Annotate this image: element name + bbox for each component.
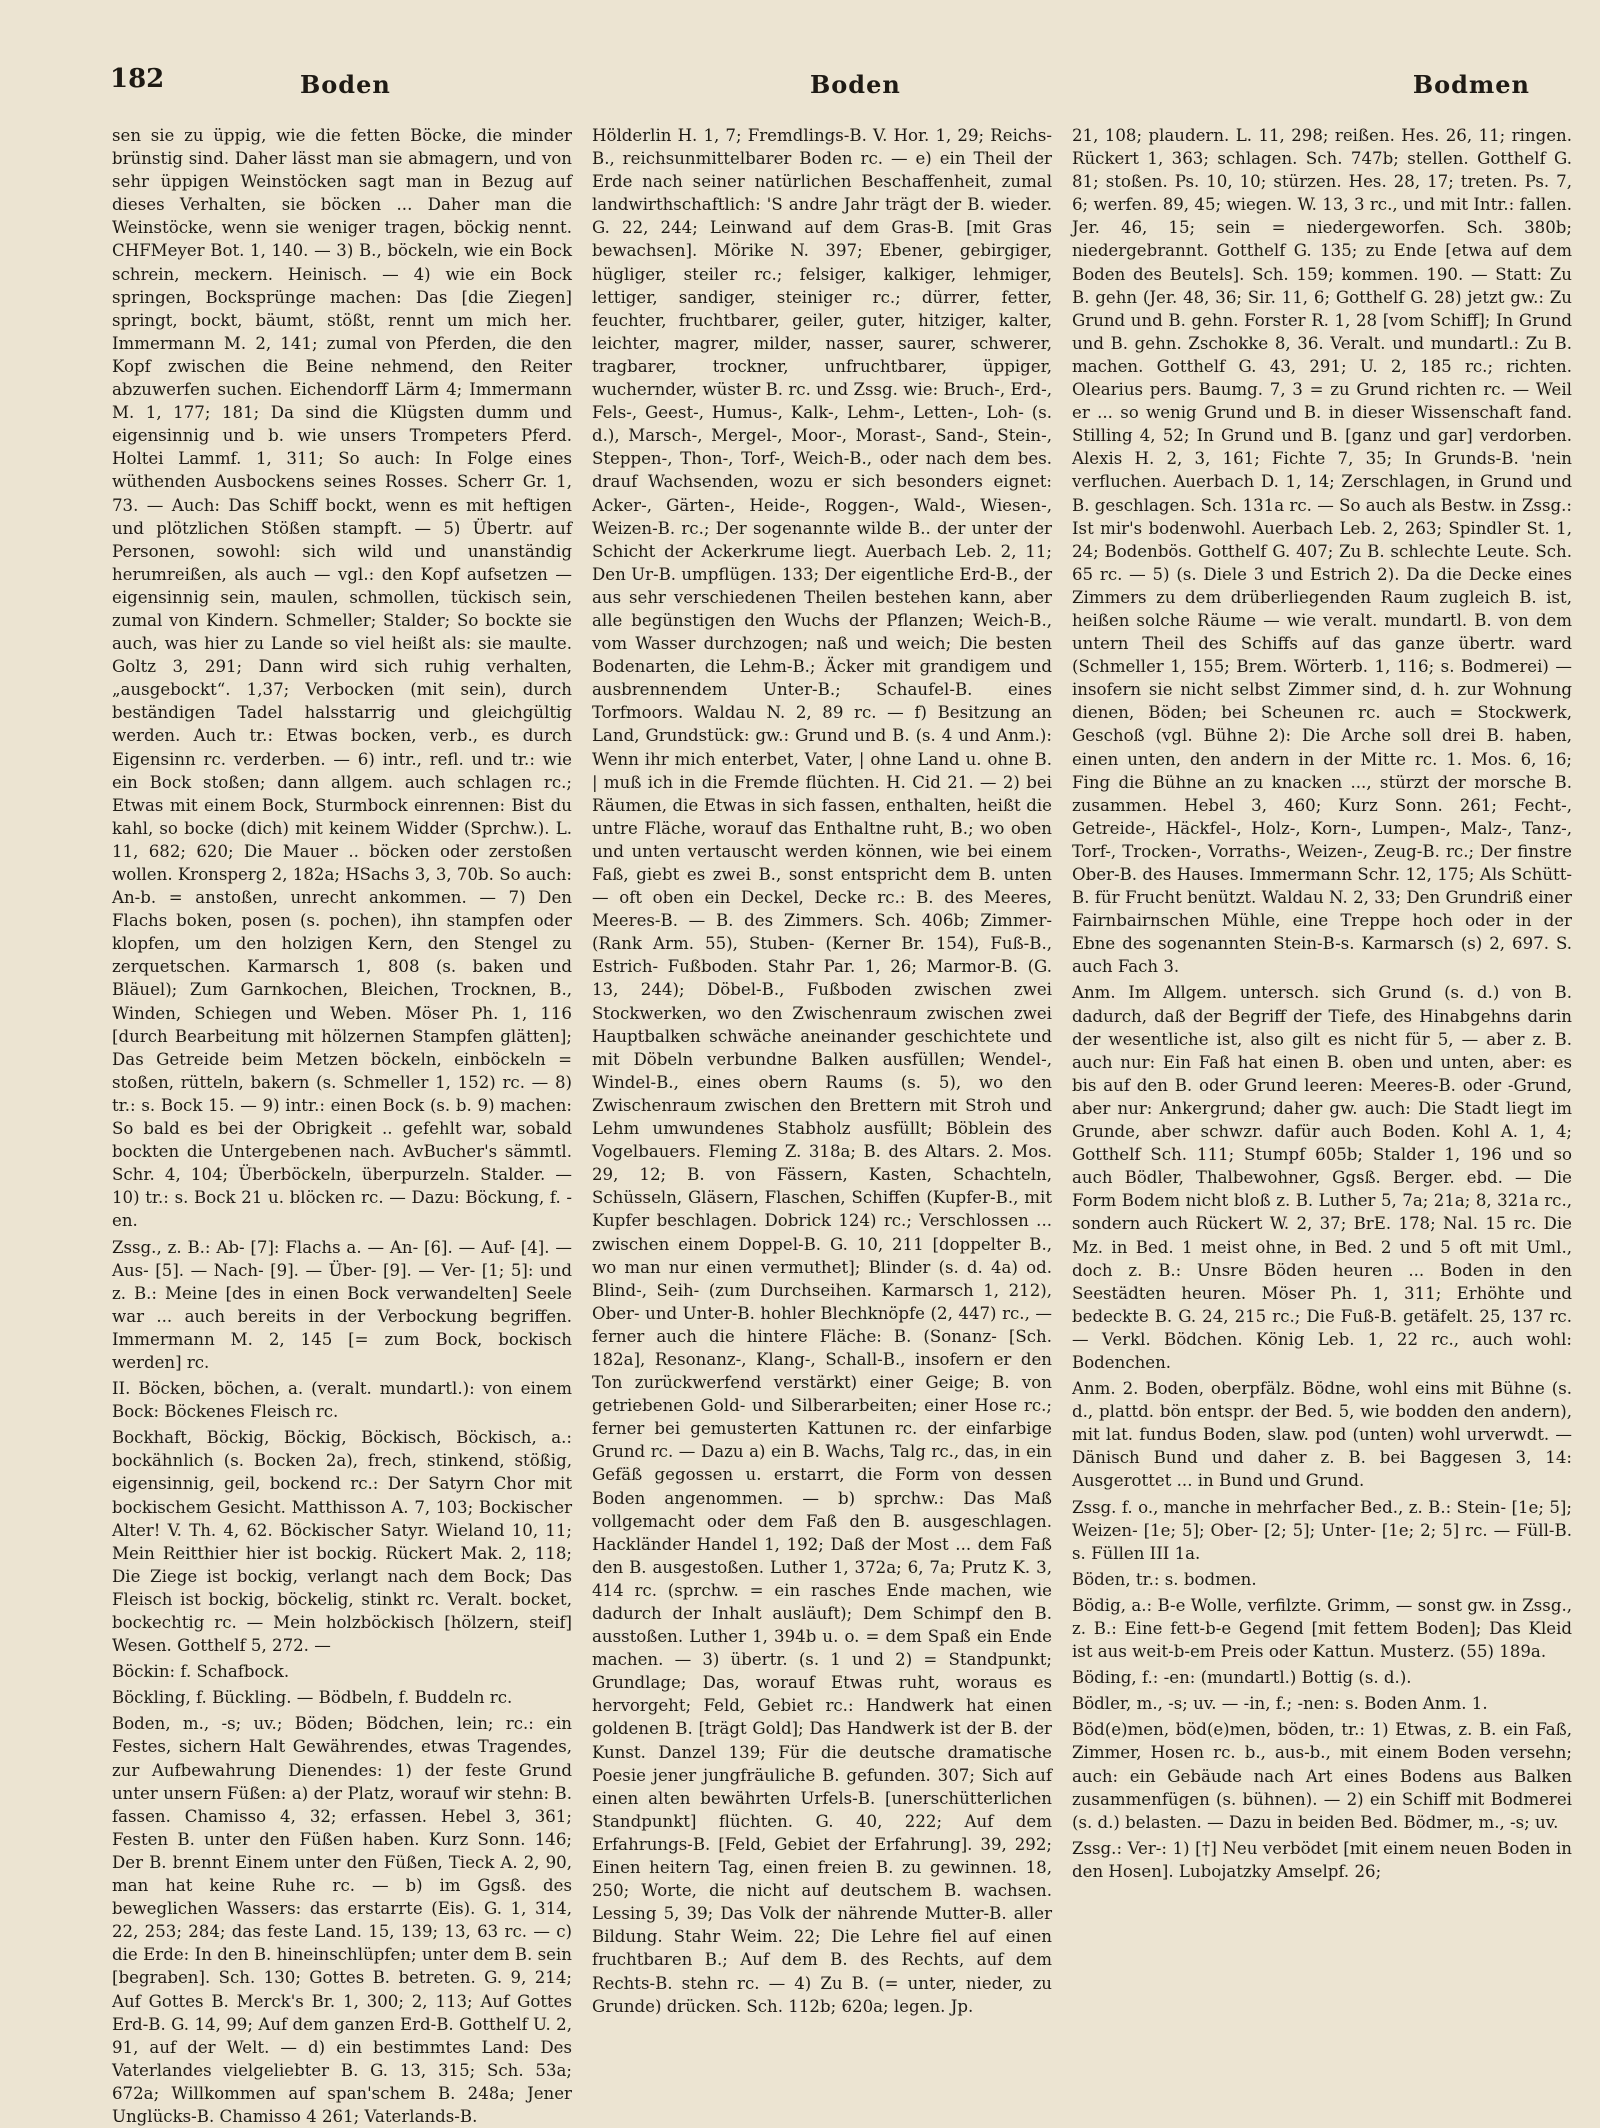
entry-paragraph: Hölderlin H. 1, 7; Fremdlings-B. V. Hor. 1, 29; Reichs-B., reichsunmittelbarer Boden rc. — e) ein Theil der Erde nach seiner natürlichen Beschaffenheit, zumal landwirthschaftlich: 'S andre Jahr trägt der B. wieder. G. 22, 244; Leinwand auf dem Gras-B. [mit Gras bewachsen]. Mörike N. 397; Ebener, gebirgiger, hügliger, steiler rc.; felsiger, kalkiger, lehmiger, lettiger, sandiger, steiniger rc.; dürrer, fetter, feuchter, fruchtbarer, geiler, guter, hitziger, kalter, leichter, magrer, milder, nasser, saurer, schwerer, tragbarer, trockner, unfruchtbarer, üppiger, wuchernder, wüster B. rc. und Zssg. wie: Bruch-, Erd-, Fels-, Geest-, Humus-, Kalk-, Lehm-, Letten-, Loh- (s. d.), Marsch-, Mergel-, Moor-, Morast-, Sand-, Stein-, Steppen-, Thon-, Torf-, Weich-B., oder nach dem bes. drauf Wachsenden, wozu er sich besonders eignet: Acker-, Gärten-, Heide-, Roggen-, Wald-, Wiesen-, Weizen-B. rc.; Der sogenannte wilde B.. der unter der Schicht der Ackerkrume liegt. Auerbach Leb. 2, 11; Den Ur-B. umpflügen. 133; Der eigentliche Erd-B., der aus sehr verschiedenen Theilen bestehen kann, aber alle begünstigen den Wuchs der Pflanzen; Weich-B., vom Wasser durchzogen; naß und weich; Die besten Bodenarten, die Lehm-B.; Äcker mit grandigem und ausbrennendem Unter-B.; Schaufel-B. eines Torfmoors. Waldau N. 2, 89 rc. — f) Besitzung an Land, Grundstück: gw.: Grund und B. (s. 4 und Anm.): Wenn ihr mich enterbet, Vater, | ohne Land u. ohne B. | muß ich in die Fremde flüchten. H. Cid 21. — 2) bei Räumen, die Etwas in sich fassen, enthalten, heißt die untre Fläche, worauf das Enthaltne ruht, B.; wo oben und unten vertauscht werden können, wie bei einem Faß, giebt es zwei B., sonst entspricht dem B. unten — oft oben ein Deckel, Decke rc.: B. des Meeres, Meeres-B. — B. des Zimmers. Sch. 406b; Zimmer- (Rank Arm. 55), Stuben- (Kerner Br. 154), Fuß-B., Estrich- Fußboden. Stahr Par. 1, 26; Marmor-B. (G. 13, 244); Döbel-B., Fußboden zwischen zwei Stockwerken, wo den Zwischenraum zwischen zwei Hauptbalken schwäche aneinander geschichtete und mit Döbeln verbundne Balken ausfüllen; Wendel-, Windel-B., eines obern Raums (s. 5), wo den Zwischenraum zwischen den Brettern mit Stroh und Lehm umwundenes Stabholz ausfüllt; Böblein des Vogelbauers. Fleming Z. 318a; B. des Altars. 2. Mos. 29, 12; B. von Fässern, Kasten, Schachteln, Schüsseln, Gläsern, Flaschen, Schiffen (Kupfer-B., mit Kupfer beschlagen. Dobrick 124) rc.; Verschlossen ... zwischen einem Doppel-B. G. 10, 211 [doppelter B., wo man nur einen vermuthet]; Blinder (s. d. 4a) od. Blind-, Seih- (zum Durchseihen. Karmarsch 1, 212), Ober- und Unter-B. hohler Blechknöpfe (2, 447) rc., — ferner auch die hintere Fläche: B. (Sonanz- [Sch. 182a], Resonanz-, Klang-, Schall-B., insofern er den Ton zurückwerfend verstärkt) einer Geige; B. von getriebenen Gold- und Silberarbeiten; einer Hose rc.; ferner bei gemusterten Kattunen rc. der einfarbige Grund rc. — Dazu a) ein B. Wachs, Talg rc., das, in ein Gefäß gegossen u. erstarrt, die Form von dessen Boden angenommen. — b) sprchw.: Das Maß vollgemacht oder dem Faß den B. ausgeschlagen. Hackländer Handel 1, 192; Daß der Most ... dem Faß den B. ausgestoßen. Luther 1, 372a; 6, 7a; Prutz K. 3, 414 rc. (sprchw. = ein rasches Ende machen, wie dadurch der Inhalt ausläuft); Dem Schimpf den B. ausstoßen. Luther 1, 394b u. o. = dem Spaß ein Ende machen. — 3) übertr. (s. 1 und 2) = Standpunkt; Grundlage; Das, worauf Etwas ruht, woraus es hervorgeht; Feld, Gebiet rc.: Handwerk hat einen goldenen B. [trägt Gold]; Das Handwerk ist der B. der Kunst. Danzel 139; Für die deutsche dramatische Poesie jener jungfräuliche B. gefunden. 307; Sich auf einen alten bewährten Urfels-B. [unerschütterlichen Standpunkt] flüchten. G. 40, 222; Auf dem Erfahrungs-B. [Feld, Gebiet der Erfahrung]. 39, 292; Einen heitern Tag, einen freien B. zu gewinnen. 18, 250; Worte, die nicht auf deutschem B. wachsen. Lessing 5, 39; Das Volk der nährende Mutter-B. aller Bildung. Stahr Weim. 22; Die Lehre fiel auf einen fruchtbaren B.; Auf dem B. des Rechts, auf dem Rechts-B. stehn rc. — 4) Zu B. (= unter, nieder, zu Grunde) drücken. Sch. 112b; 620a; legen. Jp. <box>592 126 1052 2016</box>
entry-paragraph: Anm. Im Allgem. untersch. sich Grund (s. d.) von B. dadurch, daß der Begriff der Tiefe, des Hinabgehns darin der wesentliche ist, also gilt es nicht für 5, — aber z. B. auch nur: Ein Faß hat einen B. oben und unten, aber: es bis auf den B. oder Grund leeren: Meeres-B. oder -Grund, aber nur: Ankergrund; daher gw. auch: Die Stadt liegt im Grunde, aber schwzr. dafür auch Boden. Kohl A. 1, 4; Gotthelf Sch. 111; Stumpf 605b; Stalder 1, 196 und so auch Bödler, Thalbewohner, Ggsß. Berger. ebd. — Die Form Bodem nicht bloß z. B. Luther 5, 7a; 21a; 8, 321a rc., sondern auch Rückert W. 2, 37; BrE. 178; Nal. 15 rc. Die Mz. in Bed. 1 meist ohne, in Bed. 2 und 5 oft mit Uml., doch z. B.: Unsre Böden heuren ... Boden in den Seestädten heuren. Möser Ph. 1, 311; Erhöhte und bedeckte B. G. 24, 215 rc.; Die Fuß-B. getäfelt. 25, 137 rc. — Verkl. Bödchen. König Leb. 1, 22 rc., auch wohl: Bodenchen. <box>1072 983 1572 1372</box>
entry-paragraph: Böckin: f. Schafbock. <box>112 1662 290 1682</box>
entry-paragraph: Anm. 2. Boden, oberpfälz. Bödne, wohl eins mit Bühne (s. d., plattd. bön entspr. der Bed. 5, wie bodden den andern), mit lat. fundus Boden, slaw. pod (unten) wohl urverwdt. — Dänisch Bund und daher z. B. bei Baggesen 3, 14: Ausgerottet ... in Bund und Grund. <box>1072 1379 1572 1491</box>
entry-paragraph: Böding, f.: -en: (mundartl.) Bottig (s. d.). <box>1072 1668 1412 1688</box>
entry-paragraph: sen sie zu üppig, wie die fetten Böcke, die minder brünstig sind. Daher lässt man sie abmagern, und von sehr üppigen Weinstöcken sagt man in Bezug auf dieses Verhalten, sie böcken ... Daher man die Weinstöcke, wenn sie weniger tragen, böckig nennt. CHFMeyer Bot. 1, 140. — 3) B., böckeln, wie ein Bock schrein, meckern. Heinisch. — 4) wie ein Bock springen, Bocksprünge machen: Das [die Ziegen] springt, bockt, bäumt, stößt, rennt um mich her. Immermann M. 2, 141; zumal von Pferden, die den Kopf zwischen die Beine nehmend, den Reiter abzuwerfen suchen. Eichendorff Lärm 4; Immermann M. 1, 177; 181; Da sind die Klügsten dumm und eigensinnig und b. wie unsers Trompeters Pferd. Holtei Lammf. 1, 311; So auch: In Folge eines wüthenden Ausbockens seines Rosses. Scherr Gr. 1, 73. — Auch: Das Schiff bockt, wenn es mit heftigen und plötzlichen Stößen stampft. — 5) Übertr. auf Personen, sowohl: sich wild und unanständig herumreißen, als auch — vgl.: den Kopf aufsetzen — eigensinnig sein, maulen, schmollen, tückisch sein, zumal von Kindern. Schmeller; Stalder; So bockte sie auch, was hier zu Lande so viel heißt als: sie maulte. Goltz 3, 291; Dann wird sich ruhig verhalten, „ausgebockt“. 1,37; Verbocken (mit sein), durch beständigen Tadel halsstarrig und gleichgültig werden. Auch tr.: Etwas bocken, verb., es durch Eigensinn rc. verderben. — 6) intr., refl. und tr.: wie ein Bock stoßen; dann allgem. auch schlagen rc.; Etwas mit einem Bock, Sturmbock einrennen: Bist du kahl, so bocke (dich) mit keinem Widder (Sprchw.). L. 11, 682; 620; Die Mauer .. böcken oder zerstoßen wollen. Kronsperg 2, 182a; HSachs 3, 3, 70b. So auch: An-b. = anstoßen, unrecht ankommen. — 7) Den Flachs boken, posen (s. pochen), ihn stampfen oder klopfen, um den holzigen Kern, den Stengel zu zerquetschen. Karmarsch 1, 808 (s. baken und Bläuel); Zum Garnkochen, Bleichen, Trocknen, B., Winden, Schiegen und Weben. Möser Ph. 1, 116 [durch Bearbeitung mit hölzernen Stampfen glätten]; Das Getreide beim Metzen böckeln, einböckeln = stoßen, rütteln, bakern (s. Schmeller 1, 152) rc. — 8) tr.: s. Bock 15. — 9) intr.: einen Bock (s. b. 9) machen: So bald es bei der Obrigkeit .. gefehlt war, sobald bockten die Untergebenen nach. AvBucher's sämmtl. Schr. 4, 104; Überböckeln, überpurzeln. Stalder. — 10) tr.: s. Bock 21 u. blöcken rc. — Dazu: Böckung, f. -en. <box>112 126 572 1231</box>
entry-paragraph: Zssg., z. B.: Ab- [7]: Flachs a. — An- [6]. — Auf- [4]. — Aus- [5]. — Nach- [9]. — Über- [9]. — Ver- [1; 5]: und z. B.: Meine [des in einen Bock verwandelten] Seele war ... auch bereits in der Verbockung begriffen. Immermann M. 2, 145 [= zum Bock, bockisch werden] rc. <box>112 1237 572 1372</box>
entry-paragraph: Zssg.: Ver-: 1) [†] Neu verbödet [mit einem neuen Boden in den Hosen]. Lubojatzky Amselpf. 26; <box>1072 1838 1572 1881</box>
entry-paragraph: Boden, m., -s; uv.; Böden; Bödchen, lein; rc.: ein Festes, sichern Halt Gewährendes, etwas Tragendes, zur Aufbewahrung Dienendes: 1) der feste Grund unter unsern Füßen: a) der Platz, worauf wir stehn: B. fassen. Chamisso 4, 32; erfassen. Hebel 3, 361; Festen B. unter den Füßen haben. Kurz Sonn. 146; Der B. brennt Einem unter den Füßen, Tieck A. 2, 90, man hat keine Ruhe rc. — b) im Ggsß. des beweglichen Wassers: das erstarrte (Eis). G. 1, 314, 22, 253; 284; das feste Land. 15, 139; 13, 63 rc. — c) die Erde: In den B. hineinschlüpfen; unter dem B. sein [begraben]. Sch. 130; Gottes B. betreten. G. 9, 214; Auf Gottes B. Merck's Br. 1, 300; 2, 113; Auf Gottes Erd-B. G. 14, 99; Auf dem ganzen Erd-B. Gotthelf U. 2, 91, auf der Welt. — d) ein bestimmtes Land: Des Vaterlandes vielgeliebter B. G. 13, 315; Sch. 53a; 672a; Willkommen auf span'schem B. 248a; Jener Unglücks-B. Chamisso 4 261; Vaterlands-B. <box>112 1714 572 2126</box>
column-right <box>1072 124 1572 2004</box>
entry-paragraph: Böckling, f. Bückling. — Bödbeln, f. Buddeln rc. <box>112 1688 513 1708</box>
left-headword: Boden <box>300 70 391 99</box>
page-header <box>110 64 1570 104</box>
entry-paragraph: Böden, tr.: s. bodmen. <box>1072 1569 1257 1589</box>
entry-paragraph: 21, 108; plaudern. L. 11, 298; reißen. Hes. 26, 11; ringen. Rückert 1, 363; schlagen. Sch. 747b; stellen. Gotthelf G. 81; stoßen. Ps. 10, 10; stürzen. Hes. 28, 17; treten. Ps. 7, 6; werfen. 89, 45; wiegen. W. 13, 3 rc., und mit Intr.: fallen. Jer. 46, 15; sein = niedergeworfen. Sch. 380b; niedergebrannt. Gotthelf G. 135; zu Ende [etwa auf dem Boden des Beutels]. Sch. 159; kommen. 190. — Statt: Zu B. gehn (Jer. 48, 36; Sir. 11, 6; Gotthelf G. 28) jetzt gw.: Zu Grund und B. gehn. Forster R. 1, 28 [vom Schiff]; In Grund und B. gehn. Zschokke 8, 36. Veralt. und mundartl.: Zu B. machen. Gotthelf G. 43, 291; U. 2, 185 rc.; richten. Olearius pers. Baumg. 7, 3 = zu Grund richten rc. — Weil er ... so wenig Grund und B. in dieser Wissenschaft fand. Stilling 4, 52; In Grund und B. [ganz und gar] verdorben. Alexis H. 2, 3, 161; Fichte 7, 35; In Grunds-B. 'nein verfluchen. Auerbach D. 1, 14; Zerschlagen, in Grund und B. geschlagen. Sch. 131a rc. — So auch als Bestw. in Zssg.: Ist mir's bodenwohl. Auerbach Leb. 2, 263; Spindler St. 1, 24; Bodenbös. Gotthelf G. 407; Zu B. schlechte Leute. Sch. 65 rc. — 5) (s. Diele 3 und Estrich 2). Da die Decke eines Zimmers zu dem drüberliegenden Raum zugleich B. ist, heißen solche Räume — wie veralt. mundartl. B. von dem untern Theil des Schiffs auf das ganze übertr. ward (Schmeller 1, 155; Brem. Wörterb. 1, 116; s. Bodmerei) — insofern sie nicht selbst Zimmer sind, d. h. zur Wohnung dienen, Böden; bei Scheunen rc. auch = Stockwerk, Geschoß (vgl. Bühne 2): Die Arche soll drei B. haben, einen unten, den andern in der Mitte rc. 1. Mos. 6, 16; Fing die Bühne an zu knacken ..., stürzt der morsche B. zusammen. Hebel 3, 460; Kurz Sonn. 261; Fecht-, Getreide-, Häckfel-, Holz-, Korn-, Lumpen-, Malz-, Tanz-, Torf-, Trocken-, Vorraths-, Weizen-, Zeug-B. rc.; Der finstre Ober-B. des Hauses. Immermann Schr. 12, 175; Als Schütt-B. für Frucht benützt. Waldau N. 2, 33; Den Grundriß einer Fairnbairnschen Mühle, eine Treppe hoch oder in der Ebne des sogenannten Stein-B-s. Karmarsch (s) 2, 697. S. auch Fach 3. <box>1072 126 1572 977</box>
entry-paragraph: Bödler, m., -s; uv. — -in, f.; -nen: s. Boden Anm. 1. <box>1072 1694 1488 1714</box>
entry-paragraph: Böd(e)men, böd(e)men, böden, tr.: 1) Etwas, z. B. ein Faß, Zimmer, Hosen rc. b., aus-b., mit einem Boden versehn; auch: ein Gebäude nach Art eines Bodens aus Balken zusammenfügen (s. bühnen). — 2) ein Schiff mit Bodmerei (s. d.) belasten. — Dazu in beiden Bed. Bödmer, m., -s; uv. <box>1072 1720 1572 1832</box>
right-headword: Bodmen <box>1412 70 1530 99</box>
entry-paragraph: Zssg. f. o., manche in mehrfacher Bed., z. B.: Stein- [1e; 5]; Weizen- [1e; 5]; Ober- [2; 5]; Unter- [1e; 2; 5] rc. — Füll-B. s. Füllen III 1a. <box>1072 1497 1572 1563</box>
entry-paragraph: Bockhaft, Böckig, Böckig, Böckisch, Böckisch, a.: bockähnlich (s. Bocken 2a), frech, stinkend, stößig, eigensinnig, geil, bockend rc.: Der Satyrn Chor mit bockischem Gesicht. Matthisson A. 7, 103; Bockischer Alter! V. Th. 4, 62. Böckischer Satyr. Wieland 10, 11; Mein Reitthier hier ist bockig. Rückert Mak. 2, 118; Die Ziege ist bockig, verlangt nach dem Bock; Das Fleisch ist bockig, böckelig, stinkt rc. Veralt. bocket, bockechtig rc. — Mein holzböckisch [hölzern, steif] Wesen. Gotthelf 5, 272. — <box>112 1428 572 1656</box>
column-left <box>112 124 572 2126</box>
entry-paragraph: II. Böcken, böchen, a. (veralt. mundartl.): von einem Bock: Böckenes Fleisch rc. <box>112 1379 572 1422</box>
center-headword: Boden <box>810 70 901 99</box>
column-middle <box>592 124 1052 2016</box>
page-number: 182 <box>110 64 165 94</box>
entry-paragraph: Bödig, a.: B-e Wolle, verfilzte. Grimm, — sonst gw. in Zssg., z. B.: Eine fett-b-e Gegend [mit fettem Boden]; Das Kleid ist aus weit-b-em Preis oder Kattun. Musterz. (55) 189a. <box>1072 1595 1572 1662</box>
